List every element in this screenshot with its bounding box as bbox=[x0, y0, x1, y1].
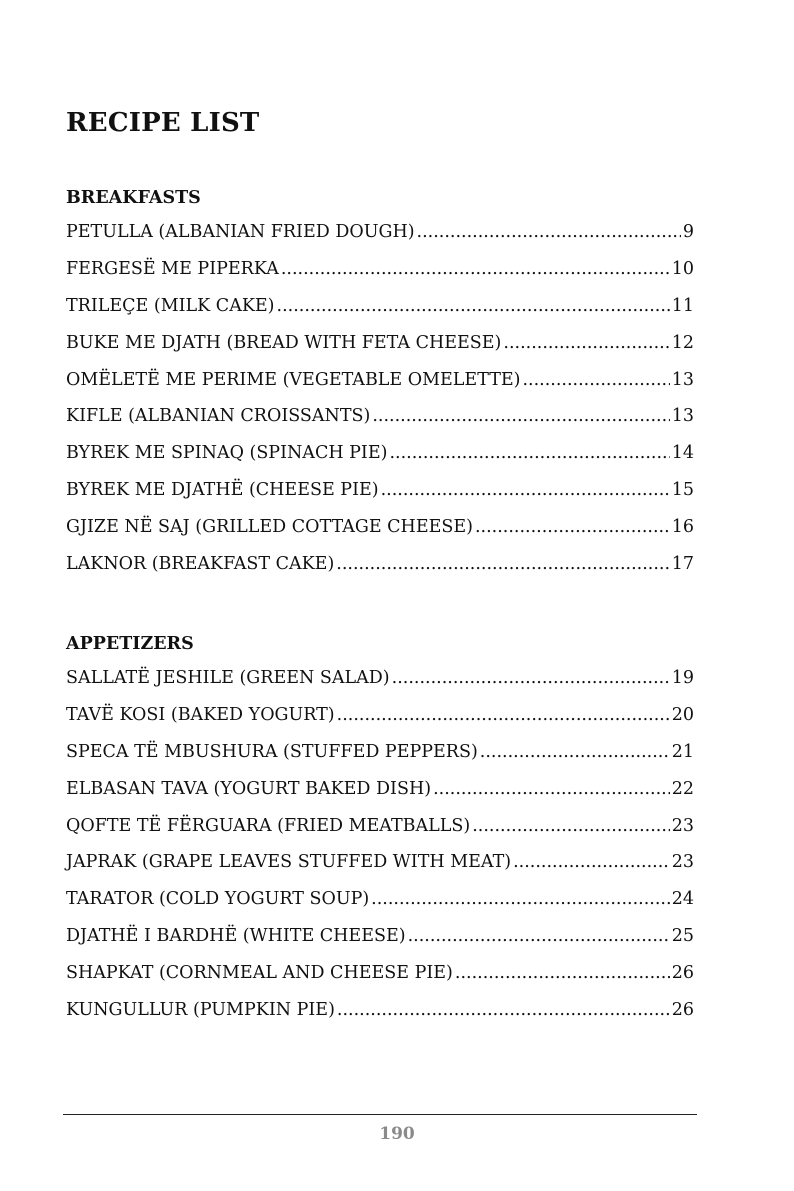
dot-leader bbox=[522, 368, 669, 392]
page-title: RECIPE LIST bbox=[66, 108, 260, 138]
dot-leader bbox=[337, 998, 670, 1022]
dot-leader bbox=[392, 666, 670, 690]
dot-leader bbox=[503, 331, 669, 355]
dot-leader bbox=[433, 777, 670, 801]
recipe-entry bbox=[66, 441, 694, 478]
recipe-page-number: 23 bbox=[671, 815, 694, 836]
recipe-name: LAKNOR (BREAKFAST CAKE) bbox=[66, 554, 335, 575]
dot-leader bbox=[336, 552, 669, 576]
recipe-name: SALLATË JESHILE (GREEN SALAD) bbox=[66, 668, 390, 688]
recipe-entry bbox=[66, 887, 694, 924]
recipe-entry bbox=[66, 666, 694, 703]
recipe-page-number: 14 bbox=[671, 443, 694, 464]
recipe-entry bbox=[66, 998, 694, 1035]
recipe-entry bbox=[66, 703, 694, 740]
recipe-name: ELBASAN TAVA (YOGURT BAKED DISH) bbox=[66, 778, 432, 799]
section-appetizers bbox=[66, 632, 694, 1035]
dot-leader bbox=[371, 887, 670, 911]
recipe-entry bbox=[66, 740, 694, 777]
recipe-page-number: 26 bbox=[671, 1000, 694, 1021]
recipe-name: BUKE ME DJATH (BREAD WITH FETA CHEESE) bbox=[66, 332, 502, 353]
recipe-page-number: 24 bbox=[671, 889, 694, 910]
recipe-entry bbox=[66, 404, 694, 441]
dot-leader bbox=[337, 703, 670, 727]
recipe-entry bbox=[66, 924, 694, 961]
recipe-entry bbox=[66, 478, 694, 515]
recipe-page-number: 22 bbox=[671, 778, 694, 799]
recipe-page-number: 17 bbox=[671, 554, 694, 575]
section-breakfasts bbox=[66, 186, 694, 589]
recipe-name: TAVË KOSI (BAKED YOGURT) bbox=[66, 704, 335, 725]
recipe-name: DJATHË I BARDHË (WHITE CHEESE) bbox=[66, 926, 406, 947]
recipe-name: TRILEÇE (MILK CAKE) bbox=[66, 295, 275, 316]
recipe-page-number: 16 bbox=[671, 517, 694, 538]
dot-leader bbox=[381, 478, 670, 502]
recipe-name: SHAPKAT (CORNMEAL AND CHEESE PIE) bbox=[66, 963, 453, 984]
recipe-name: OMËLETË ME PERIME (VEGETABLE OMELETTE) bbox=[66, 369, 521, 390]
dot-leader bbox=[372, 404, 669, 428]
recipe-entry bbox=[66, 294, 694, 331]
footer-divider bbox=[63, 1114, 697, 1115]
recipe-entry bbox=[66, 814, 694, 851]
recipe-entry bbox=[66, 515, 694, 552]
recipe-entry bbox=[66, 961, 694, 998]
recipe-page-number: 13 bbox=[671, 406, 694, 427]
recipe-name: BYREK ME DJATHË (CHEESE PIE) bbox=[66, 480, 379, 501]
dot-leader bbox=[480, 740, 670, 764]
recipe-page-number: 15 bbox=[671, 480, 694, 501]
section-heading: APPETIZERS bbox=[66, 634, 194, 654]
recipe-name: QOFTE TË FËRGUARA (FRIED MEATBALLS) bbox=[66, 815, 471, 836]
recipe-page-number: 10 bbox=[671, 258, 694, 279]
dot-leader bbox=[277, 294, 670, 318]
dot-leader bbox=[389, 441, 669, 465]
recipe-entry bbox=[66, 220, 694, 257]
dot-leader bbox=[472, 814, 670, 838]
recipe-page-number: 23 bbox=[671, 852, 694, 873]
recipe-name: TARATOR (COLD YOGURT SOUP) bbox=[66, 889, 370, 910]
dot-leader bbox=[513, 850, 670, 874]
footer-page-number: 190 bbox=[379, 1124, 415, 1144]
recipe-entry bbox=[66, 257, 694, 294]
recipe-entry bbox=[66, 331, 694, 368]
section-heading: BREAKFASTS bbox=[66, 188, 201, 208]
recipe-page-number: 12 bbox=[671, 332, 694, 353]
recipe-entry bbox=[66, 777, 694, 814]
recipe-page-number: 19 bbox=[671, 668, 694, 688]
recipe-page-number: 9 bbox=[682, 222, 694, 242]
recipe-entry-list bbox=[66, 666, 694, 1035]
recipe-page-number: 11 bbox=[671, 295, 694, 316]
recipe-page-number: 13 bbox=[671, 369, 694, 390]
recipe-name: PETULLA (ALBANIAN FRIED DOUGH) bbox=[66, 222, 415, 242]
recipe-name: KUNGULLUR (PUMPKIN PIE) bbox=[66, 1000, 335, 1021]
dot-leader bbox=[417, 220, 681, 244]
recipe-entry-list bbox=[66, 220, 694, 589]
recipe-entry bbox=[66, 368, 694, 405]
recipe-name: FERGESË ME PIPERKA bbox=[66, 258, 279, 279]
recipe-name: GJIZE NË SAJ (GRILLED COTTAGE CHEESE) bbox=[66, 517, 473, 538]
recipe-name: BYREK ME SPINAQ (SPINACH PIE) bbox=[66, 443, 388, 464]
recipe-name: JAPRAK (GRAPE LEAVES STUFFED WITH MEAT) bbox=[66, 852, 512, 873]
dot-leader bbox=[281, 257, 670, 281]
recipe-name: KIFLE (ALBANIAN CROISSANTS) bbox=[66, 406, 371, 427]
dot-leader bbox=[475, 515, 670, 539]
dot-leader bbox=[455, 961, 670, 985]
recipe-page-number: 21 bbox=[671, 741, 694, 762]
recipe-page-number: 20 bbox=[671, 704, 694, 725]
recipe-entry bbox=[66, 850, 694, 887]
recipe-page-number: 25 bbox=[671, 926, 694, 947]
recipe-entry bbox=[66, 552, 694, 589]
dot-leader bbox=[408, 924, 670, 948]
recipe-name: SPECA TË MBUSHURA (STUFFED PEPPERS) bbox=[66, 741, 478, 762]
recipe-page-number: 26 bbox=[671, 963, 694, 984]
